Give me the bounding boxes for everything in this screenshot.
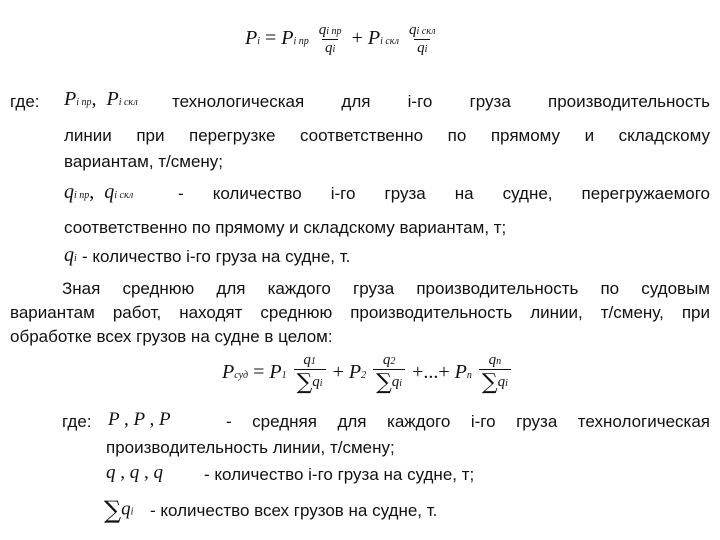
fraction-direct: $\frac{\text{qi пр}}{qi}$ — [318, 22, 342, 56]
formula-productivity: Pi = Pi пр $\frac{\text{qi пр}}{qi}$ + Pi скл $\frac{\text{qi скл}}{qi}$ — [245, 22, 441, 57]
formula-average-productivity: Pсуд = P1 $\frac{q1}{\sum qi}$ + P2 $\frac{q2}{\sum qi}$ +...+ Pn $\frac{qn}{\sum qi}$ — [222, 352, 513, 395]
def6-symbol: ∑qi — [104, 496, 134, 524]
def2-symbols: qi пр, qi скл — [64, 181, 134, 203]
def1-text-line1: технологическая для i-го груза производительность — [172, 92, 710, 111]
def2-text-line1: - количество i-го груза на судне, перегружаемого — [178, 184, 710, 203]
def1-text-line2: линии при перегрузке соответственно по прямому и складскому — [64, 126, 710, 145]
def4-text-line1: - средняя для каждого i-го груза технологическая — [226, 412, 710, 431]
def1-text-line3: вариантам, т/смену; — [64, 152, 224, 171]
def5-text: - количество i-го груза на судне, т; — [204, 465, 475, 484]
def5-symbols: q , q , q — [106, 462, 163, 483]
fraction-q2: $\frac{q2}{\sum qi}$ — [373, 352, 405, 395]
paragraph-line2: вариантам работ, находят среднюю производительность линии, т/смену, при — [10, 303, 710, 322]
def2-text-line2: соответственно по прямому и складскому вариантам, т; — [64, 218, 507, 237]
paragraph-line1: Зная среднюю для каждого груза производительность по судовым — [62, 279, 710, 298]
def3-symbol: qi — [64, 244, 77, 266]
def4-text-line2: производительность линии, т/смену; — [106, 438, 395, 457]
fraction-qn: $\frac{qn}{\sum qi}$ — [479, 352, 511, 395]
def6-text: - количество всех грузов на судне, т. — [150, 501, 438, 520]
def4-symbols: P , P , P — [108, 409, 171, 430]
paragraph-line3: обработке всех грузов на судне в целом: — [10, 327, 333, 346]
fraction-q1: $\frac{q1}{\sum qi}$ — [294, 352, 326, 395]
def3-text: - количество i-го груза на судне, т. — [82, 247, 351, 266]
fraction-warehouse: $\frac{\text{qi скл}}{qi}$ — [409, 22, 436, 56]
where-label-2: где: — [62, 412, 92, 431]
where-label: где: — [10, 92, 40, 111]
def1-symbols: Pi пр, Pi скл — [64, 88, 138, 110]
